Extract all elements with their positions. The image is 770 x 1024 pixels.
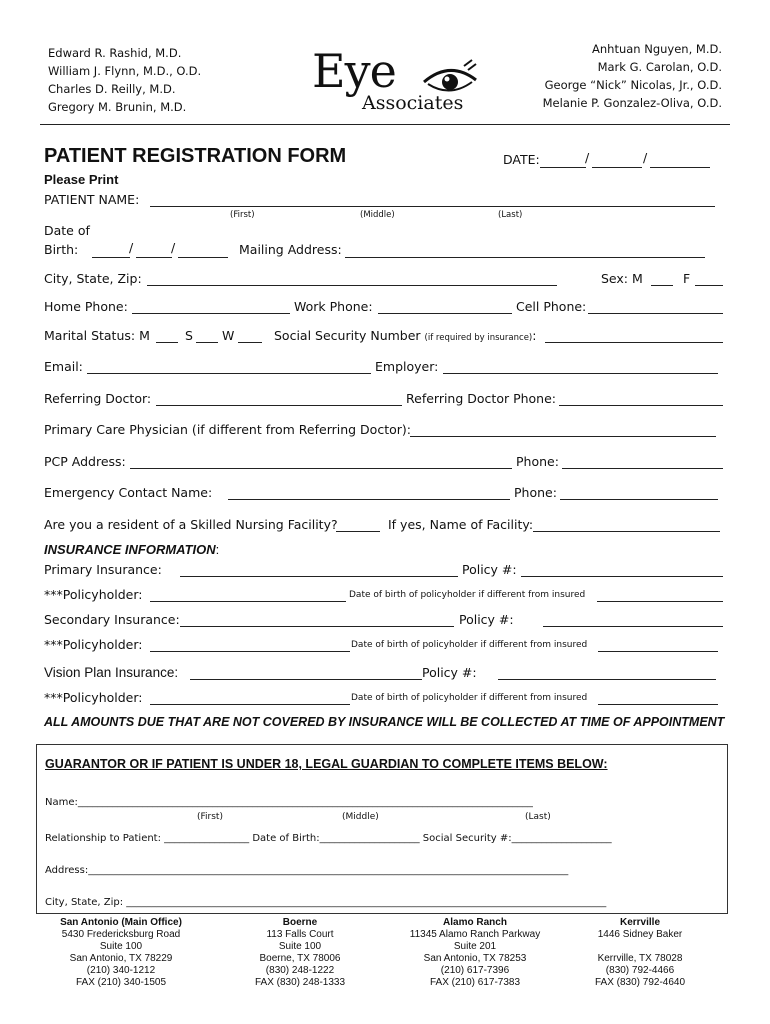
office-line: 1446 Sidney Baker [597, 929, 683, 940]
email-label: Email: [44, 359, 83, 374]
doctor-name: Edward R. Rashid, M.D. [48, 46, 182, 60]
email-field[interactable] [87, 373, 371, 374]
vision-policy-field[interactable] [498, 679, 716, 680]
work-phone-field[interactable] [378, 313, 512, 314]
office-line: FAX (210) 617-7383 [429, 977, 521, 988]
referring-doctor-phone-label: Referring Doctor Phone: [406, 391, 557, 406]
doctor-name: Gregory M. Brunin, M.D. [48, 100, 187, 114]
secondary-insurance-label: Secondary Insurance: [44, 612, 180, 627]
pcp-phone-label: Phone: [516, 454, 559, 469]
policyholder-label-2: ***Policyholder: [44, 637, 143, 652]
office-line: (210) 340-1212 [86, 965, 156, 976]
emergency-contact-field[interactable] [228, 499, 510, 500]
vision-insurance-colon: : [174, 665, 179, 680]
doctor-name: Anhtuan Nguyen, M.D. [592, 42, 722, 56]
mailing-address-label: Mailing Address: [239, 242, 342, 257]
date-day-field[interactable] [592, 167, 642, 168]
sex-m-field[interactable] [651, 285, 673, 286]
office-line: Suite 100 [278, 941, 322, 952]
referring-doctor-label: Referring Doctor: [44, 391, 152, 406]
policyholder-dob-caption-3: Date of birth of policyholder if different from insured [351, 693, 588, 703]
office-line: Suite 201 [453, 941, 497, 952]
first-caption: (First) [230, 210, 255, 220]
snf-label: Are you a resident of a Skilled Nursing Facility? [44, 517, 338, 532]
employer-label: Employer: [375, 359, 439, 374]
office-line: (210) 617-7396 [440, 965, 510, 976]
emergency-contact-label: Emergency Contact Name: [44, 485, 213, 500]
office-line: (830) 248-1222 [265, 965, 335, 976]
guarantor-name-field[interactable]: Name:___________________________________________________________________________________________ [45, 797, 533, 808]
form-title: PATIENT REGISTRATION FORM [44, 145, 347, 167]
cell-phone-field[interactable] [588, 313, 723, 314]
office-line: (830) 792-4466 [605, 965, 675, 976]
guarantor-box [36, 744, 728, 914]
pcp-address-field[interactable] [130, 468, 512, 469]
insurance-header-text: INSURANCE INFORMATION [44, 542, 216, 557]
home-phone-field[interactable] [132, 313, 290, 314]
amounts-due-notice: ALL AMOUNTS DUE THAT ARE NOT COVERED BY INSURANCE WILL BE COLLECTED AT TIME OF APPOINTMENT [44, 715, 725, 729]
sex-f-label: F [683, 271, 691, 286]
marital-status-label: Marital Status: M [44, 328, 150, 343]
left-doctor-list [48, 44, 201, 116]
guarantor-first-caption: (First) [197, 812, 223, 822]
office-san-antonio [46, 917, 196, 989]
office-line: Kerrville, TX 78028 [597, 953, 683, 964]
office-name: Alamo Ranch [443, 917, 507, 928]
office-line: Suite 100 [99, 941, 143, 952]
ssn-field[interactable] [545, 342, 723, 343]
work-phone-label: Work Phone: [294, 299, 373, 314]
mailing-address-field[interactable] [345, 257, 705, 258]
pcp-address-label: PCP Address: [44, 454, 126, 469]
doctor-name: Melanie P. Gonzalez-Oliva, O.D. [542, 96, 722, 110]
dob-day-field[interactable] [136, 257, 172, 258]
cell-phone-label: Cell Phone: [516, 299, 587, 314]
vision-policy-label: Policy #: [422, 665, 477, 680]
policyholder-dob-field-2[interactable] [598, 651, 718, 652]
marital-w-field[interactable] [238, 342, 262, 343]
policyholder-dob-field[interactable] [597, 601, 723, 602]
emergency-phone-field[interactable] [560, 499, 718, 500]
marital-m-field[interactable] [156, 342, 178, 343]
office-name: Boerne [282, 917, 318, 928]
office-line: San Antonio, TX 78229 [69, 953, 173, 964]
office-boerne [225, 917, 375, 989]
date-month-field[interactable] [540, 167, 586, 168]
ssn-note: (if required by insurance) [424, 333, 533, 343]
city-state-zip-label: City, State, Zip: [44, 271, 142, 286]
primary-insurance-label: Primary Insurance: [44, 562, 162, 577]
policyholder-field-2[interactable] [150, 651, 350, 652]
policyholder-dob-field-3[interactable] [598, 704, 718, 705]
insurance-header-colon: : [215, 542, 220, 557]
referring-doctor-field[interactable] [156, 405, 402, 406]
office-line: 5430 Fredericksburg Road [61, 929, 181, 940]
dob-month-field[interactable] [92, 257, 130, 258]
pcp-field[interactable] [410, 436, 716, 437]
patient-name-field[interactable] [150, 206, 715, 207]
date-year-field[interactable] [650, 167, 710, 168]
doctor-name: William J. Flynn, M.D., O.D. [48, 64, 202, 78]
secondary-policy-label: Policy #: [459, 612, 514, 627]
policyholder-field-3[interactable] [150, 704, 350, 705]
dob-year-field[interactable] [178, 257, 228, 258]
office-line: 11345 Alamo Ranch Parkway [409, 929, 541, 940]
middle-caption: (Middle) [360, 210, 395, 220]
logo-eye-text: Eye [312, 44, 396, 98]
pcp-phone-field[interactable] [562, 468, 723, 469]
header-divider [40, 124, 730, 125]
eye-associates-logo [312, 44, 482, 120]
policyholder-dob-caption: Date of birth of policyholder if different from insured [349, 590, 586, 600]
office-alamo-ranch [395, 917, 555, 989]
policyholder-field[interactable] [150, 601, 346, 602]
doctor-name: George “Nick” Nicolas, Jr., O.D. [544, 78, 722, 92]
guarantor-middle-caption: (Middle) [342, 812, 379, 822]
dob-slash: / [171, 240, 176, 255]
guarantor-city-field[interactable]: City, State, Zip: ________________________________________________________________________________________________ [45, 897, 607, 908]
sex-label: Sex: M [601, 271, 643, 286]
doctor-name: Charles D. Reilly, M.D. [48, 82, 176, 96]
office-kerrville [575, 917, 705, 989]
right-doctor-list [543, 40, 722, 112]
vision-insurance-text: Vision Plan Insurance [44, 665, 175, 680]
office-line: FAX (830) 792-4640 [594, 977, 686, 988]
employer-field[interactable] [443, 373, 718, 374]
office-name: San Antonio (Main Office) [60, 917, 182, 928]
ssn-colon: : [532, 328, 537, 343]
marital-w-label: W [222, 328, 235, 343]
secondary-policy-field[interactable] [543, 626, 723, 627]
vision-insurance-label [44, 665, 178, 680]
marital-s-field[interactable] [196, 342, 218, 343]
city-state-zip-field[interactable] [147, 285, 557, 286]
guarantor-relationship-row[interactable]: Relationship to Patient: _________________ Date of Birth:____________________ Social Security #:____________________ [45, 833, 612, 844]
office-line [575, 941, 705, 953]
last-caption: (Last) [498, 210, 523, 220]
date-slash: / [643, 150, 648, 165]
pcp-label: Primary Care Physician (if different from Referring Doctor): [44, 422, 411, 437]
patient-name-label: PATIENT NAME: [44, 192, 140, 207]
date-slash: / [585, 150, 590, 165]
insurance-header [44, 542, 219, 557]
logo-associates-text: Associates [362, 92, 464, 114]
date-label: DATE: [503, 152, 540, 167]
office-line: FAX (830) 248-1333 [254, 977, 346, 988]
guarantor-address-field[interactable]: Address:________________________________________________________________________________________________ [45, 865, 569, 876]
primary-policy-label: Policy #: [462, 562, 517, 577]
doctor-name: Mark G. Carolan, O.D. [597, 60, 722, 74]
office-line: 113 Falls Court [266, 929, 334, 940]
vision-insurance-field[interactable] [190, 679, 422, 680]
primary-policy-field[interactable] [521, 576, 723, 577]
marital-s-label: S [185, 328, 193, 343]
home-phone-label: Home Phone: [44, 299, 128, 314]
secondary-insurance-field[interactable] [180, 626, 454, 627]
emergency-phone-label: Phone: [514, 485, 557, 500]
facility-label: If yes, Name of Facility: [388, 517, 534, 532]
policyholder-dob-caption-2: Date of birth of policyholder if different from insured [351, 640, 588, 650]
dob-label-line1: Date of [44, 223, 90, 238]
guarantor-title: GUARANTOR OR IF PATIENT IS UNDER 18, LEGAL GUARDIAN TO COMPLETE ITEMS BELOW: [45, 757, 608, 771]
policyholder-label-3: ***Policyholder: [44, 690, 143, 705]
sex-f-field[interactable] [695, 285, 723, 286]
facility-field[interactable] [533, 531, 720, 532]
ssn-text: Social Security Number [274, 328, 421, 343]
dob-label-line2: Birth: [44, 242, 79, 257]
primary-insurance-field[interactable] [180, 576, 458, 577]
policyholder-label: ***Policyholder: [44, 587, 143, 602]
ssn-label [274, 328, 536, 343]
office-line: Boerne, TX 78006 [259, 953, 341, 964]
guarantor-last-caption: (Last) [525, 812, 551, 822]
office-line: FAX (210) 340-1505 [75, 977, 167, 988]
office-line: San Antonio, TX 78253 [423, 953, 527, 964]
snf-field[interactable] [336, 531, 380, 532]
office-name: Kerrville [619, 917, 661, 928]
please-print: Please Print [44, 172, 119, 187]
dob-slash: / [129, 240, 134, 255]
referring-doctor-phone-field[interactable] [559, 405, 723, 406]
